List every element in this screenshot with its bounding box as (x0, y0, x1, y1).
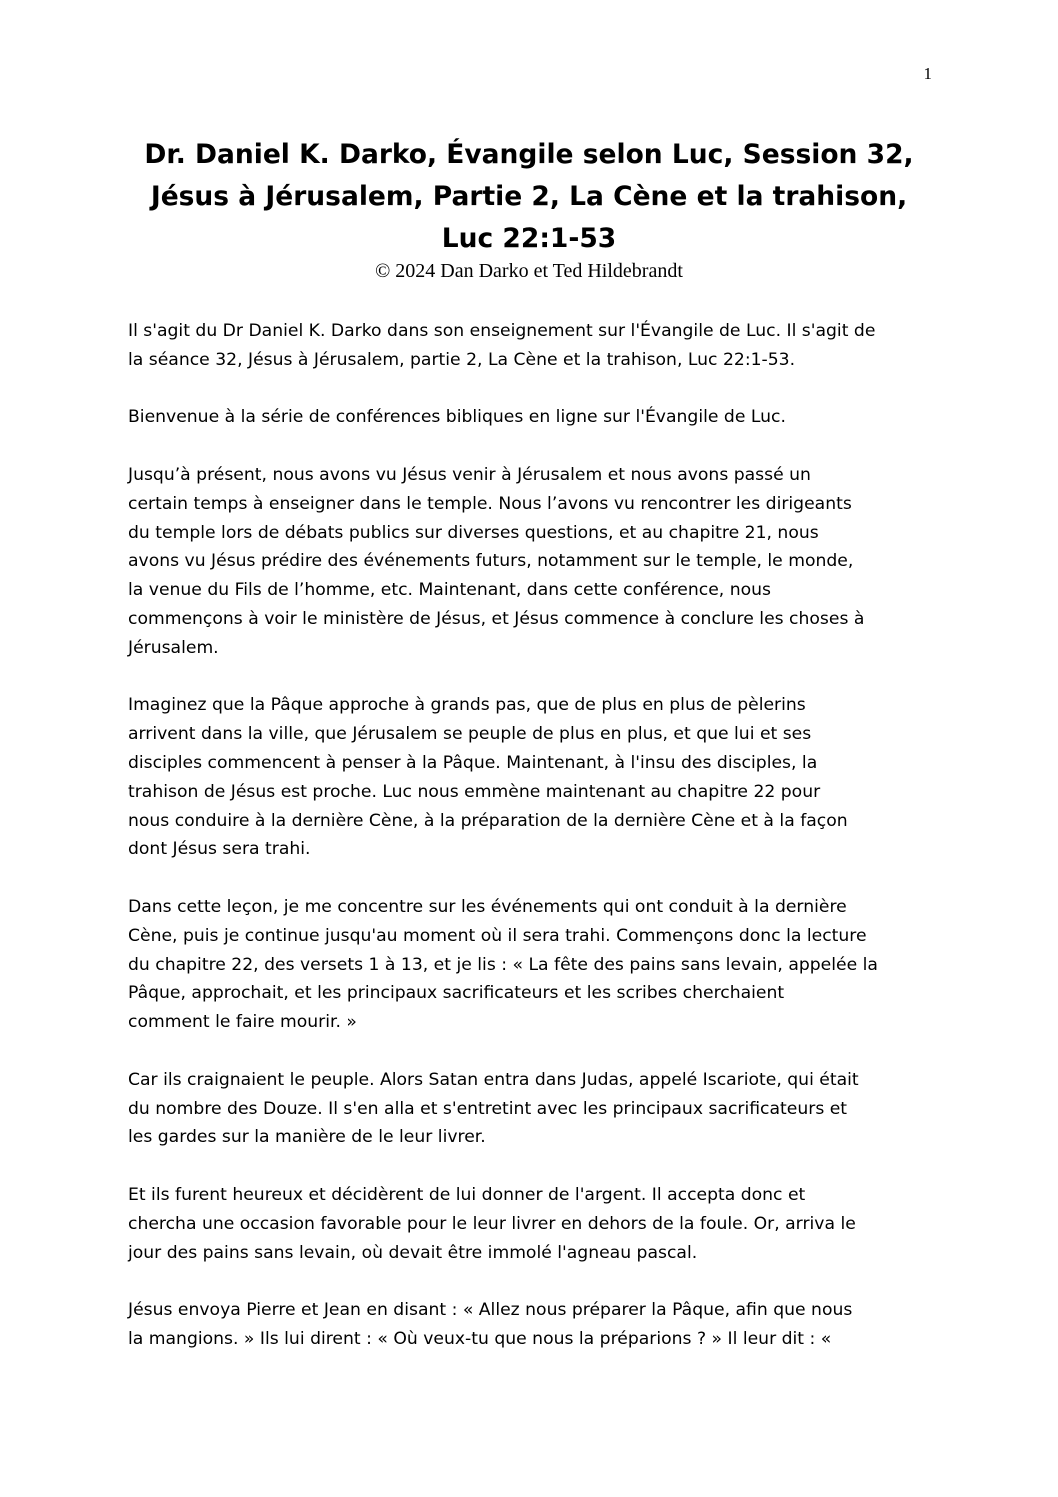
paragraph-judas (128, 1066, 948, 1152)
text-line: Pâque, approchait, et les principaux sacrificateurs et les scribes cherchaient (128, 983, 785, 1004)
text-line: la venue du Fils de l’homme, etc. Maintenant, dans cette conférence, nous (128, 580, 771, 601)
text-line: Cène, puis je continue jusqu'au moment où il sera trahi. Commençons donc la lecture (128, 925, 867, 946)
text-line: certain temps à enseigner dans le temple. Nous l’avons vu rencontrer les dirigeants (128, 493, 852, 514)
paragraph-lesson (128, 893, 948, 1037)
document-title-line-1: Dr. Daniel K. Darko, Évangile selon Luc, Session 32, (144, 139, 914, 170)
text-line: Dans cette leçon, je me concentre sur les événements qui ont conduit à la dernière (128, 896, 847, 917)
text-line: la mangions. » Ils lui dirent : « Où veux-tu que nous la préparions ? » Il leur dit : « (128, 1328, 832, 1349)
text-line: Imaginez que la Pâque approche à grands pas, que de plus en plus de pèlerins (128, 695, 806, 716)
text-line: du chapitre 22, des versets 1 à 13, et je lis : « La fête des pains sans levain, appelée la (128, 954, 878, 975)
text-line: comment le faire mourir. » (128, 1012, 357, 1033)
paragraph-peter-john (128, 1296, 948, 1354)
text-line: Jésus envoya Pierre et Jean en disant : « Allez nous préparer la Pâque, afin que nous (128, 1300, 853, 1321)
text-line: du nombre des Douze. Il s'en alla et s'entretint avec les principaux sacrificateurs et (128, 1098, 848, 1119)
text-line: Jérusalem. (128, 637, 219, 658)
paragraph-passover (128, 691, 948, 864)
paragraph-intro (128, 317, 948, 375)
text-line: jour des pains sans levain, où devait être immolé l'agneau pascal. (128, 1242, 698, 1263)
text-line: du temple lors de débats publics sur diverses questions, et au chapitre 21, nous (128, 522, 819, 543)
document-title-line-3: Luc 22:1-53 (441, 223, 617, 254)
text-line: commençons à voir le ministère de Jésus, et Jésus commence à conclure les choses à (128, 608, 865, 629)
text-line: Et ils furent heureux et décidèrent de lui donner de l'argent. Il accepta donc et (128, 1184, 806, 1205)
document-title-line-2: Jésus à Jérusalem, Partie 2, La Cène et la trahison, (150, 181, 908, 212)
text-line: Bienvenue à la série de conférences bibliques en ligne sur l'Évangile de Luc. (128, 407, 786, 428)
paragraph-context (128, 461, 948, 663)
text-line: chercha une occasion favorable pour le leur livrer en dehors de la foule. Or, arriva le (128, 1213, 856, 1234)
text-line: dont Jésus sera trahi. (128, 839, 311, 860)
text-line: arrivent dans la ville, que Jérusalem se peuple de plus en plus, et que lui et ses (128, 724, 812, 745)
text-line: trahison de Jésus est proche. Luc nous emmène maintenant au chapitre 22 pour (128, 781, 821, 802)
text-line: la séance 32, Jésus à Jérusalem, partie 2, La Cène et la trahison, Luc 22:1-53. (128, 349, 796, 370)
text-line: Il s'agit du Dr Daniel K. Darko dans son enseignement sur l'Évangile de Luc. Il s'agit de (128, 321, 876, 341)
document-body (128, 317, 948, 1382)
text-line: disciples commencent à penser à la Pâque. Maintenant, à l'insu des disciples, la (128, 752, 818, 773)
text-line: les gardes sur la manière de le leur livrer. (128, 1127, 486, 1148)
text-line: Car ils craignaient le peuple. Alors Satan entra dans Judas, appelé Iscariote, qui était (128, 1069, 859, 1090)
page-number: 1 (923, 64, 932, 83)
text-line: avons vu Jésus prédire des événements futurs, notamment sur le temple, le monde, (128, 551, 854, 572)
paragraph-money (128, 1181, 948, 1267)
document-header (90, 134, 968, 284)
text-line: Jusqu’à présent, nous avons vu Jésus venir à Jérusalem et nous avons passé un (128, 464, 811, 485)
text-line: nous conduire à la dernière Cène, à la préparation de la dernière Cène et à la façon (128, 810, 848, 831)
copyright-notice: © 2024 Dan Darko et Ted Hildebrandt (375, 260, 683, 282)
paragraph-welcome (128, 403, 948, 432)
